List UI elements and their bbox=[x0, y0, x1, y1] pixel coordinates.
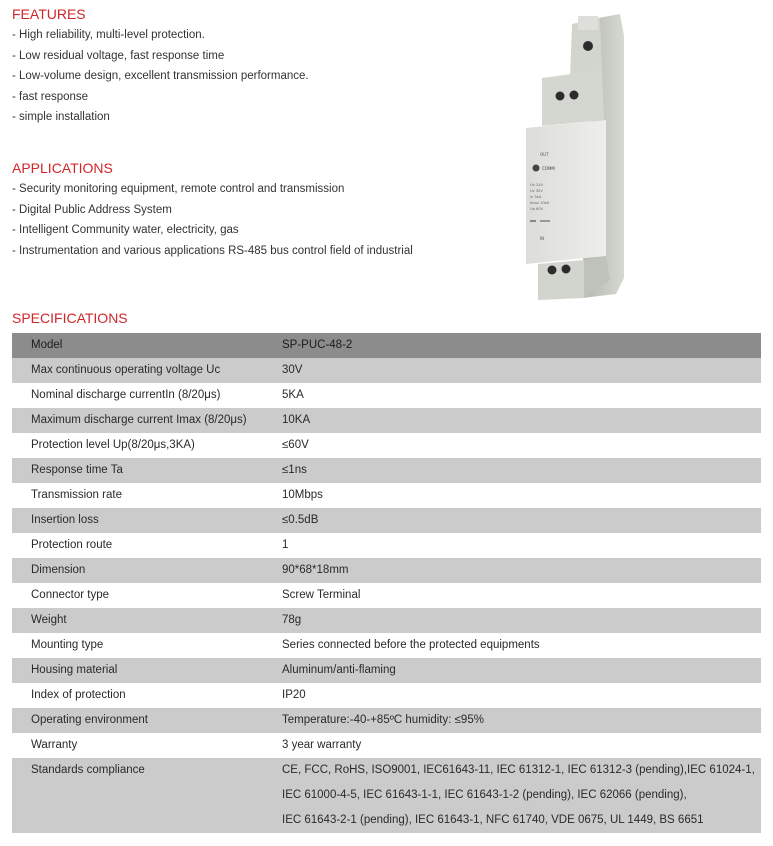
spec-label: Mounting type bbox=[31, 639, 104, 651]
list-item: - Intelligent Community water, electricity, gas bbox=[12, 220, 413, 241]
spec-value: ≤0.5dB bbox=[274, 508, 761, 533]
table-row bbox=[12, 408, 761, 433]
spec-value: 5KA bbox=[282, 389, 304, 401]
standards-line: IEC 61643-2-1 (pending), IEC 61643-1, NFC 61740, VDE 0675, UL 1449, BS 6651 bbox=[282, 814, 704, 826]
features-list bbox=[12, 25, 309, 128]
screw-icon bbox=[583, 41, 593, 51]
spec-label: Nominal discharge currentIn (8/20μs) bbox=[31, 389, 221, 401]
list-item: - fast response bbox=[12, 87, 309, 108]
spec-label: Response time Ta bbox=[12, 458, 274, 483]
standards-line: CE, FCC, RoHS, ISO9001, IEC61643-11, IEC 61312-1, IEC 61312-3 (pending),IEC 61024-1, bbox=[282, 764, 755, 776]
spec-value: Screw Terminal bbox=[282, 589, 361, 601]
spec-label: Operating environment bbox=[12, 708, 274, 733]
spec-value: 90*68*18mm bbox=[274, 558, 761, 583]
list-item: - Digital Public Address System bbox=[12, 200, 413, 221]
list-item: - Low residual voltage, fast response time bbox=[12, 46, 309, 67]
table-row bbox=[12, 658, 761, 683]
table-row bbox=[12, 483, 761, 508]
table-row bbox=[12, 358, 761, 383]
spec-value: IP20 bbox=[282, 689, 306, 701]
table-row bbox=[12, 533, 761, 558]
svg-text:OUT: OUT bbox=[540, 152, 549, 157]
spec-value: 1 bbox=[282, 539, 289, 551]
table-row bbox=[12, 433, 761, 458]
spec-label: Model bbox=[12, 333, 274, 358]
spec-value: 78g bbox=[274, 608, 761, 633]
table-row bbox=[12, 708, 761, 733]
applications-heading: APPLICATIONS bbox=[12, 160, 113, 176]
surge-protector-image bbox=[520, 8, 630, 300]
table-row bbox=[12, 608, 761, 633]
spec-label: Maximum discharge current Imax (8/20μs) bbox=[12, 408, 274, 433]
table-row bbox=[12, 458, 761, 483]
spec-value: SP-PUC-48-2 bbox=[274, 333, 761, 358]
spec-label: Dimension bbox=[12, 558, 274, 583]
spec-value bbox=[274, 758, 761, 833]
spec-label: Protection route bbox=[31, 539, 113, 551]
standards-line: IEC 61000-4-5, IEC 61643-1-1, IEC 61643-1-2 (pending), IEC 62066 (pending), bbox=[282, 789, 687, 801]
svg-text:In 5kA: In 5kA bbox=[530, 195, 542, 199]
svg-text:Up 60V: Up 60V bbox=[530, 207, 544, 211]
spec-value: ≤1ns bbox=[274, 458, 761, 483]
spec-label: Housing material bbox=[12, 658, 274, 683]
spec-label: Warranty bbox=[31, 739, 78, 751]
list-item: - High reliability, multi-level protection. bbox=[12, 25, 309, 46]
spec-value: Temperature:-40-+85ºC humidity: ≤95% bbox=[274, 708, 761, 733]
spec-label: Index of protection bbox=[31, 689, 126, 701]
spec-label: Connector type bbox=[31, 589, 109, 601]
specifications-heading: SPECIFICATIONS bbox=[12, 310, 128, 326]
list-item: - simple installation bbox=[12, 107, 309, 128]
spec-label: Standards compliance bbox=[12, 758, 274, 833]
spec-value: ≤60V bbox=[282, 439, 309, 451]
spec-value: Aluminum/anti-flaming bbox=[274, 658, 761, 683]
spec-label: Max continuous operating voltage Uc bbox=[12, 358, 274, 383]
spec-label: Insertion loss bbox=[12, 508, 274, 533]
svg-text:IN: IN bbox=[540, 236, 545, 241]
svg-text:Imax 10kA: Imax 10kA bbox=[530, 201, 550, 205]
table-row bbox=[12, 683, 761, 708]
spec-label: Transmission rate bbox=[31, 489, 122, 501]
table-row bbox=[12, 383, 761, 408]
list-item: - Low-volume design, excellent transmission performance. bbox=[12, 66, 309, 87]
spec-label: Protection level Up(8/20μs,3KA) bbox=[31, 439, 195, 451]
table-row bbox=[12, 583, 761, 608]
table-row bbox=[12, 758, 761, 833]
list-item: - Security monitoring equipment, remote control and transmission bbox=[12, 179, 413, 200]
svg-text:COMM: COMM bbox=[542, 166, 555, 171]
spec-label: Weight bbox=[12, 608, 274, 633]
table-row bbox=[12, 333, 761, 358]
spec-value: 10KA bbox=[274, 408, 761, 433]
table-row bbox=[12, 508, 761, 533]
spec-value: Series connected before the protected equipments bbox=[282, 639, 540, 651]
spec-value: 10Mbps bbox=[282, 489, 323, 501]
spec-value: 3 year warranty bbox=[282, 739, 362, 751]
list-item: - Instrumentation and various applications RS-485 bus control field of industrial bbox=[12, 241, 413, 262]
svg-text:Un 24V: Un 24V bbox=[530, 183, 544, 187]
spec-value: 30V bbox=[274, 358, 761, 383]
specifications-table bbox=[12, 333, 761, 833]
svg-text:Uc 30V: Uc 30V bbox=[530, 189, 543, 193]
table-row bbox=[12, 733, 761, 758]
features-heading: FEATURES bbox=[12, 6, 86, 22]
table-row bbox=[12, 633, 761, 658]
applications-list bbox=[12, 179, 413, 261]
table-row bbox=[12, 558, 761, 583]
